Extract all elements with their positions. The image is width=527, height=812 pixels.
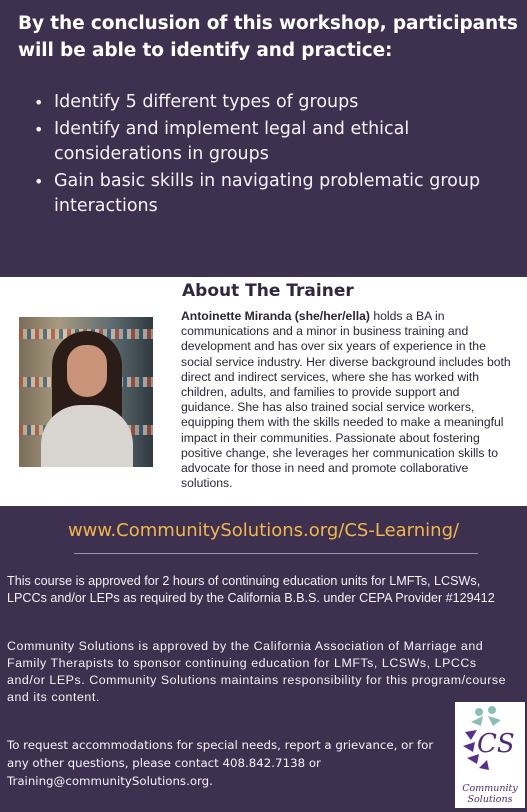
divider xyxy=(74,553,478,554)
objectives-section xyxy=(0,0,527,277)
objective-item: • Identify 5 different types of groups xyxy=(30,90,510,116)
trainer-photo xyxy=(19,317,153,467)
bullet-icon: • xyxy=(34,93,44,112)
objective-item: • Gain basic skills in navigating problematic group interactions xyxy=(34,170,481,216)
camft-approval-text: Community Solutions is approved by the California Association of Marriage and Family Therapists to sponsor continuing education for LMFTs, LCSWs, LPCCs and/or LEPs. Community Solutions maintains responsibility for this program/course and its content. xyxy=(7,639,507,704)
logo-mark-icon xyxy=(455,702,525,782)
contact-text: To request accommodations for special needs, report a grievance, or for any other questions, please contact 408.842.7138 or Training@communitySolutions.org. xyxy=(7,738,434,788)
trainer-bio xyxy=(181,309,511,491)
bullet-icon: • xyxy=(34,171,44,191)
logo-line-1: Community xyxy=(462,783,518,794)
bullet-icon: • xyxy=(34,119,44,139)
objectives-list xyxy=(30,90,510,221)
trainer-name: Antoinette Miranda (she/her/ella) xyxy=(181,309,370,323)
objective-item: • Identify and implement legal and ethical considerations in groups xyxy=(34,118,410,164)
logo-line-2: Solutions xyxy=(467,794,513,805)
ceu-approval-text: This course is approved for 2 hours of continuing education units for LMFTs, LCSWs, LPCCs and/or LEPs as required by the California B.B.S. under CEPA Provider #129412 xyxy=(7,574,495,605)
trainer-title: About The Trainer xyxy=(182,281,354,301)
trainer-bio-text: holds a BA in communications and a minor in business training and development and has over six years of experience in the social service industry. Her diverse background includes both direct and indirect services, where she has worked with children, adults, and families to provide support and guidance. She has also trained social service workers, equipping them with the skills needed to make a meaningful impact in their communities. Passionate about fostering positive change, she leverages her communication skills to advocate for those in need and promote collaborative solutions. xyxy=(181,309,511,491)
logo-letter-c: CS xyxy=(477,729,515,759)
trainer-section xyxy=(0,277,527,506)
website-link[interactable]: www.CommunitySolutions.org/CS-Learning/ xyxy=(67,520,460,541)
community-solutions-logo xyxy=(455,702,525,808)
objectives-heading: By the conclusion of this workshop, participants will be able to identify and practice: xyxy=(18,13,518,61)
